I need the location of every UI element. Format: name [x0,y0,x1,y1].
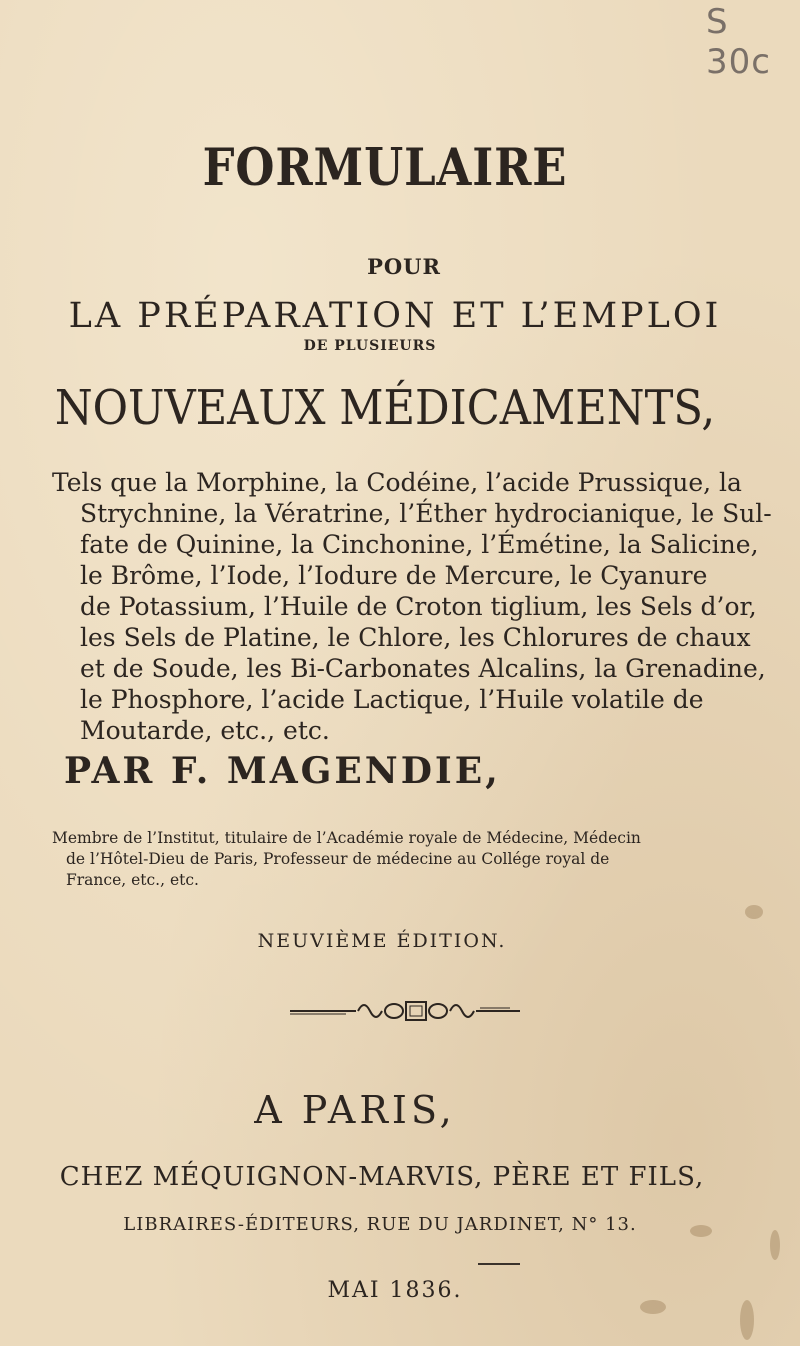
short-rule [478,1263,520,1265]
book-title: FORMULAIRE [202,138,568,198]
paper-foxing-spot [770,1230,780,1260]
publication-date: MAI 1836. [327,1278,463,1303]
author-credentials [52,828,782,891]
ornament-divider [290,996,520,1026]
paper-foxing-spot [690,1225,712,1237]
credentials-line: de l’Hôtel-Dieu de Paris, Professeur de médecine au Collége royal de [66,850,610,868]
list-line: le Brôme, l’Iode, l’Iodure de Mercure, le Cyanure [80,561,708,590]
credentials-line: Membre de l’Institut, titulaire de l’Académie royale de Médecine, Médecin [52,829,641,847]
medicament-list [52,467,772,746]
shelfmark-annotation: S 30c [706,2,771,82]
paper-foxing-spot [640,1300,666,1314]
publisher-address: LIBRAIRES-ÉDITEURS, RUE DU JARDINET, N° 13. [123,1214,637,1235]
list-line: Strychnine, la Vératrine, l’Éther hydrocianique, le Sul- [80,499,772,528]
edition-line: NEUVIÈME ÉDITION. [257,930,507,952]
list-line: le Phosphore, l’acide Lactique, l’Huile volatile de [80,685,704,714]
main-heading: NOUVEAUX MÉDICAMENTS, [54,380,716,436]
list-line: fate de Quinine, la Cinchonine, l’Émétine, la Salicine, [80,530,759,559]
imprint-city: A PARIS, [254,1088,456,1132]
list-line: de Potassium, l’Huile de Croton tiglium, les Sels d’or, [80,592,757,621]
publisher-name: CHEZ MÉQUIGNON-MARVIS, PÈRE ET FILS, [59,1162,705,1192]
list-line: les Sels de Platine, le Chlore, les Chlorures de chaux [80,623,751,652]
paper-foxing-spot [745,905,763,919]
list-line: Moutarde, etc., etc. [80,716,330,745]
list-line: et de Soude, les Bi-Carbonates Alcalins, la Grenadine, [80,654,766,683]
author-line: PAR F. MAGENDIE, [64,750,501,792]
paper-foxing-spot [740,1300,754,1340]
subtitle-connector: DE PLUSIEURS [303,338,437,354]
title-connector: POUR [367,254,441,279]
credentials-line: France, etc., etc. [66,871,199,889]
list-line: Tels que la Morphine, la Codéine, l’acide Prussique, la [52,468,742,497]
subtitle: LA PRÉPARATION ET L’EMPLOI [68,296,722,336]
